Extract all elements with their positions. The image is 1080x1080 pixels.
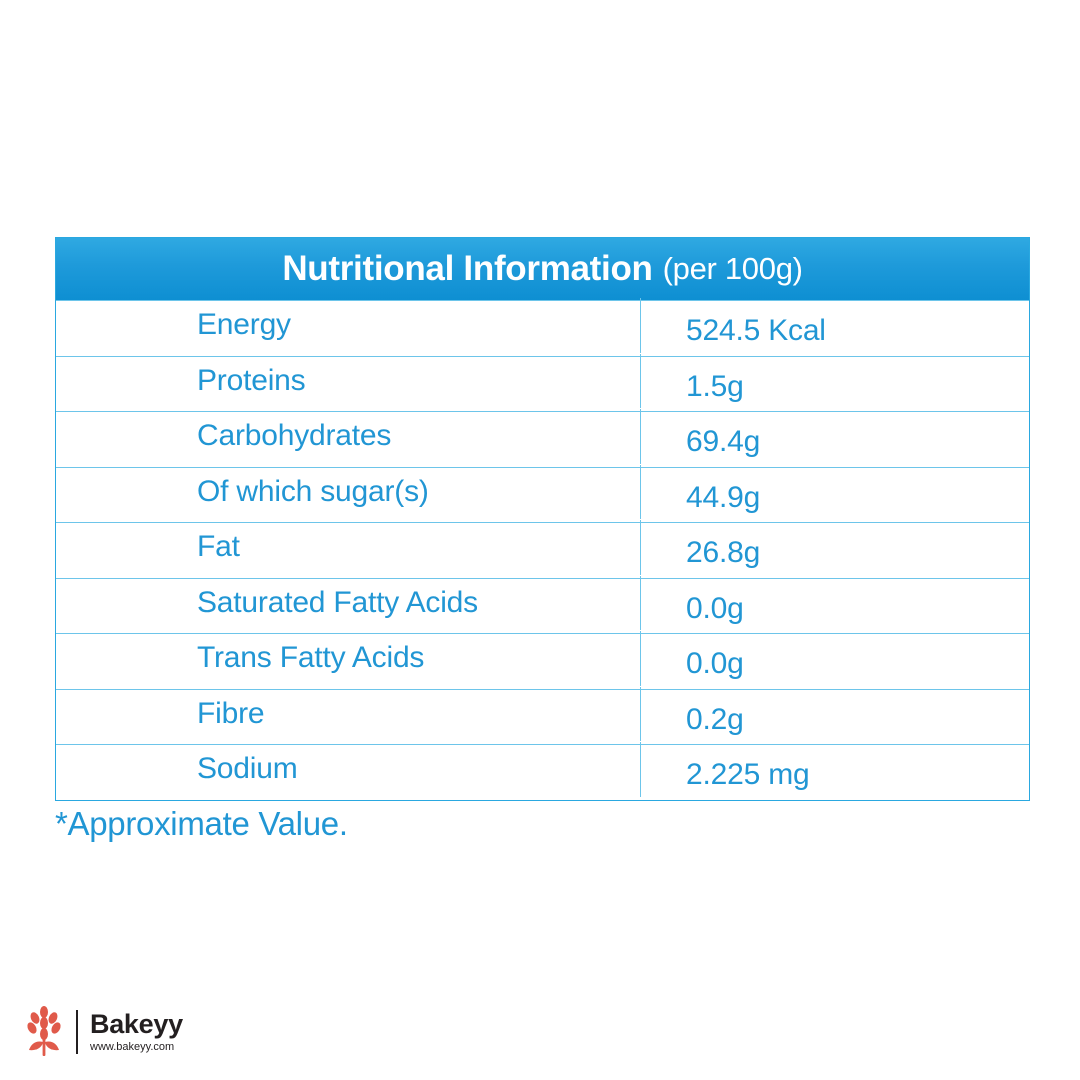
table-row [56,633,1029,689]
nutrient-label: Carbohydrates [56,409,641,464]
nutrition-information-table [55,237,1030,801]
brand-name: Bakeyy [90,1009,183,1039]
nutrient-label: Energy [56,298,641,353]
nutrient-label: Saturated Fatty Acids [56,576,641,631]
nutrient-value: 524.5 Kcal [686,314,826,348]
table-row [56,300,1029,356]
nutrient-label: Trans Fatty Acids [56,631,641,686]
nutrient-value: 26.8g [686,536,761,570]
nutrient-value: 69.4g [686,425,761,459]
wheat-sheaf-icon [22,1006,66,1058]
table-row [56,578,1029,634]
nutrient-value: 2.225 mg [686,758,810,792]
nutrient-value: 44.9g [686,480,761,514]
table-row [56,522,1029,578]
brand-footer [22,1004,183,1060]
table-row [56,467,1029,523]
table-title: Nutritional Information [282,249,653,288]
nutrient-label: Of which sugar(s) [56,465,641,520]
table-row [56,411,1029,467]
table-serving-size: (per 100g) [662,251,803,286]
nutrient-value: 0.0g [686,591,744,625]
nutrient-value: 0.0g [686,647,744,681]
table-row [56,689,1029,745]
table-row [56,744,1029,800]
nutrient-value: 1.5g [686,369,744,403]
approximate-value-note: *Approximate Value. [55,805,348,842]
nutrient-label: Fat [56,520,641,575]
nutrient-label: Sodium [56,742,641,797]
table-row [56,356,1029,412]
nutrient-label: Fibre [56,687,641,742]
table-header [56,238,1029,300]
brand-url: www.bakeyy.com [90,1041,175,1053]
nutrient-value: 0.2g [686,702,744,736]
nutrient-label: Proteins [56,354,641,409]
brand-divider [76,1010,78,1054]
brand-text [90,1011,183,1053]
